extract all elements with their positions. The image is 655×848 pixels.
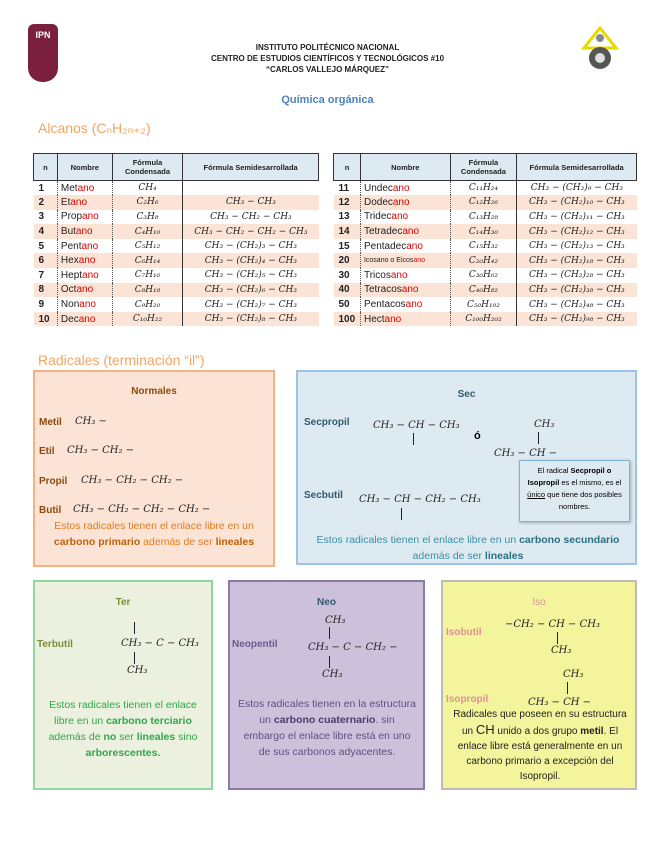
name-stem: Tetracos: [363, 284, 402, 296]
isobutil-bottom: CH₃: [551, 645, 572, 656]
n-cell: 12: [334, 195, 361, 210]
table-row: [334, 268, 637, 283]
table-header: [34, 154, 319, 181]
column-header: Fórmula Semidesarrollada: [517, 154, 637, 181]
name-cell: [57, 181, 112, 196]
column-header: Nombre: [360, 154, 450, 181]
n-cell: 20: [334, 253, 361, 268]
table-row: [34, 268, 319, 283]
name-cell: [360, 253, 450, 268]
name-cell: [57, 268, 112, 283]
semi-formula: CH₃ − (CH₂)₇ − CH₃: [204, 299, 297, 310]
semi-formula: CH₃ − (CH₂)₆ − CH₃: [183, 283, 319, 298]
name-stem: Tetradec: [363, 226, 403, 238]
table-row: [334, 224, 637, 239]
semi-formula: CH₃ − (CH₂)₁₃ − CH₃: [528, 241, 625, 252]
name-stem: Met: [60, 182, 78, 194]
name-cell: [57, 239, 112, 254]
name-suffix: ano: [405, 299, 423, 311]
name-cell: [57, 297, 112, 312]
name-cell: [360, 283, 450, 298]
name-suffix: ano: [392, 182, 410, 194]
n-cell: 8: [34, 283, 58, 298]
column-header: Fórmula Semidesarrollada: [183, 154, 319, 181]
name-suffix: ano: [401, 284, 419, 296]
name-suffix: ano: [77, 182, 95, 194]
isobutil-label: Isobutil: [446, 627, 482, 638]
table-row: [334, 195, 637, 210]
table-row: [34, 312, 319, 327]
isopropil-alt-top: CH₃: [534, 419, 555, 430]
name-stem: Dec: [60, 313, 79, 325]
name-suffix: ano: [392, 196, 410, 208]
ter-box: [33, 580, 213, 790]
name-cell: [57, 224, 112, 239]
n-cell: 13: [334, 210, 361, 225]
n-cell: 100: [334, 312, 361, 327]
name-suffix: ano: [82, 211, 99, 223]
semi-formula: CH₃ − (CH₂)₃₈ − CH₃: [517, 283, 637, 298]
n-cell: 40: [334, 283, 361, 298]
ipn-logo-text: IPN: [35, 30, 51, 40]
isopropil-top: CH₃: [563, 669, 584, 680]
neopentil-top: CH₃: [325, 615, 346, 626]
table-row: [334, 312, 637, 327]
sec-note: El radical Secpropil o Isopropil es el mismo, es el único que tiene dos posibles nombres.: [519, 460, 630, 522]
column-header: Nombre: [57, 154, 112, 181]
institution-name: INSTITUTO POLITÉCNICO NACIONAL: [255, 43, 400, 52]
n-cell: 30: [334, 268, 361, 283]
table-row: [34, 297, 319, 312]
name-cell: [360, 224, 450, 239]
normales-box: [33, 370, 275, 567]
secpropil-label: Secpropil: [304, 417, 350, 428]
isopropil-formula: CH₃ − CH −: [528, 697, 592, 708]
name-suffix: ano: [82, 269, 99, 281]
name-suffix: ano: [390, 269, 408, 281]
name-stem: Undec: [363, 182, 393, 194]
column-header: n: [334, 154, 361, 181]
iso-description: Radicales que poseen en su estructura un CH unido a dos grupo metil. El enlace libre está generalmente en un carbono primario a excepción del Isopropil.: [453, 709, 627, 782]
metil-label: Metil: [39, 417, 62, 428]
condensed-formula: C₁₃H₂₈: [450, 210, 517, 225]
condensed-formula: C₂H₆: [112, 195, 183, 210]
semi-formula: CH₃ − (CH₂)₁₁ − CH₃: [528, 211, 625, 222]
semi-formula: CH₃ − (CH₂)₅ − CH₃: [204, 270, 297, 281]
table-row: [334, 283, 637, 298]
condensed-formula: C₅H₁₂: [112, 239, 183, 254]
terbutil-label: Terbutil: [37, 639, 73, 650]
n-cell: 11: [334, 181, 361, 196]
isopropil-label: Isopropil: [446, 694, 489, 705]
name-stem: Et: [60, 196, 71, 208]
table-row: [34, 253, 319, 268]
n-cell: 2: [34, 195, 58, 210]
neopentil-label: Neopentil: [232, 639, 278, 650]
n-cell: 4: [34, 224, 58, 239]
sec-box: [296, 370, 637, 565]
name-stem: Prop: [60, 211, 83, 223]
n-cell: 14: [334, 224, 361, 239]
table-row: [34, 195, 319, 210]
neo-title: Neo: [317, 597, 336, 608]
name-suffix: ano: [78, 255, 96, 267]
name-stem: Icosano o Eicos: [363, 257, 414, 265]
name-cell: [360, 239, 450, 254]
alcanos-title: Alcanos (CₙH₂ₙ₊₂): [38, 120, 151, 136]
name-cell: [360, 312, 450, 327]
name-cell: [360, 195, 450, 210]
semi-formula: CH₃ − CH₂ − CH₃: [210, 211, 292, 222]
condensed-formula: C₉H₂₀: [112, 297, 183, 312]
normales-title: Normales: [131, 386, 177, 397]
condensed-formula: C₆H₁₄: [112, 253, 183, 268]
condensed-formula: C₄H₁₀: [112, 224, 183, 239]
condensed-formula: C₁₀H₂₂: [112, 312, 183, 327]
name-cell: [57, 210, 112, 225]
propil-label: Propil: [39, 476, 68, 487]
iso-box: [441, 580, 637, 790]
name-stem: Tridec: [363, 211, 392, 223]
alcanos-table-left: [33, 153, 319, 326]
etil-label: Etil: [39, 446, 55, 457]
semi-formula: CH₃ − (CH₂)₃ − CH₃: [204, 241, 297, 252]
name-cell: [57, 253, 112, 268]
column-header: Fórmula Condensada: [450, 154, 517, 181]
name-suffix: ano: [402, 226, 420, 238]
condensed-formula: C₇H₁₆: [112, 268, 183, 283]
name-stem: Tricos: [363, 269, 391, 281]
condensed-formula: C₁₁H₂₄: [450, 181, 517, 196]
semi-formula: [183, 181, 319, 196]
school-name: CENTRO DE ESTUDIOS CIENTÍFICOS Y TECNOLÓGICOS #10: [210, 54, 445, 63]
name-stem: Pent: [60, 240, 82, 252]
name-suffix: ano: [70, 196, 88, 208]
semi-formula: CH₃ − (CH₂)₂₈ − CH₃: [528, 270, 625, 281]
terbutil-formula: CH₃ − C − CH₃: [121, 638, 199, 649]
condensed-formula: C₈H₁₈: [112, 283, 183, 298]
normales-description: Estos radicales tienen el enlace libre en un carbono primario además de ser lineales: [53, 520, 255, 548]
isobutil-formula: −CH₂ − CH − CH₃: [505, 619, 600, 630]
semi-formula: CH₃ − (CH₂)₉₈ − CH₃: [517, 312, 637, 327]
propil-formula: CH₃ − CH₂ − CH₂ −: [81, 475, 184, 486]
name-cell: [57, 195, 112, 210]
neo-box: [228, 580, 425, 790]
n-cell: 15: [334, 239, 361, 254]
name-stem: Pentadec: [363, 240, 407, 252]
table-row: [34, 239, 319, 254]
column-header: Fórmula Condensada: [112, 154, 183, 181]
butil-formula: CH₃ − CH₂ − CH₂ − CH₂ −: [73, 504, 211, 515]
n-cell: 1: [34, 181, 58, 196]
secbutil-label: Secbutil: [304, 490, 343, 501]
sec-title: Sec: [457, 389, 476, 400]
name-stem: Hex: [60, 255, 79, 267]
n-cell: 3: [34, 210, 58, 225]
name-cell: [360, 297, 450, 312]
table-row: [34, 283, 319, 298]
table-row: [34, 224, 319, 239]
name-suffix: ano: [384, 313, 402, 325]
name-suffix: ano: [75, 226, 93, 238]
table-row: [334, 210, 637, 225]
n-cell: 9: [34, 297, 58, 312]
condensed-formula: C₁₄H₃₀: [450, 224, 517, 239]
semi-formula: CH₃ − (CH₂)₈ − CH₃: [183, 312, 319, 327]
name-suffix: ano: [79, 299, 96, 311]
semi-formula: CH₃ − (CH₂)₁₈ − CH₃: [517, 253, 637, 268]
or-text: ó: [474, 430, 481, 442]
radicales-title: Radicales (terminación “il”): [38, 352, 205, 368]
condensed-formula: C₃H₈: [112, 210, 183, 225]
neopentil-formula: CH₃ − C − CH₂ −: [308, 642, 398, 653]
table-row: [334, 181, 637, 196]
name-suffix: ano: [78, 313, 96, 325]
table-row: [334, 297, 637, 312]
name-suffix: ano: [406, 240, 423, 252]
semi-formula: CH₃ − (CH₂)₄ − CH₃: [183, 253, 319, 268]
column-header: n: [34, 154, 58, 181]
n-cell: 10: [34, 312, 58, 327]
condensed-formula: C₅₀H₁₀₂: [450, 297, 517, 312]
n-cell: 5: [34, 239, 58, 254]
n-cell: 6: [34, 253, 58, 268]
name-cell: [57, 283, 112, 298]
table-row: [34, 181, 319, 196]
iso-title: Iso: [532, 597, 546, 608]
semi-formula: CH₃ − CH₃: [183, 195, 319, 210]
name-cell: [360, 210, 450, 225]
name-suffix: ano: [76, 284, 94, 296]
name-cell: [57, 312, 112, 327]
semi-formula: CH₃ − CH₂ − CH₂ − CH₃: [183, 224, 319, 239]
condensed-formula: C₁₅H₃₂: [450, 239, 517, 254]
name-suffix: ano: [413, 257, 426, 265]
n-cell: 7: [34, 268, 58, 283]
name-stem: Hect: [363, 313, 385, 325]
neopentil-bottom: CH₃: [322, 669, 343, 680]
condensed-formula: C₃₀H₆₂: [450, 268, 517, 283]
name-stem: Hept: [60, 269, 83, 281]
condensed-formula: C₂₀H₄₂: [450, 253, 517, 268]
subject-title: Química orgánica: [281, 94, 374, 106]
alcanos-table-right: [333, 153, 637, 326]
table-header: [334, 154, 637, 181]
n-cell: 50: [334, 297, 361, 312]
semi-formula: CH₃ − (CH₂)₉ − CH₃: [530, 183, 623, 194]
neo-description: Estos radicales tienen en la estructura un carbono cuaternario. sin embargo el enlace libre está en uno de sus carbonos adyacentes.: [238, 698, 417, 758]
table-row: [334, 253, 637, 268]
name-suffix: ano: [391, 211, 409, 223]
ter-title: Ter: [115, 597, 131, 608]
name-suffix: ano: [81, 240, 99, 252]
condensed-formula: C₄₀H₈₂: [450, 283, 517, 298]
semi-formula: CH₃ − (CH₂)₁₀ − CH₃: [517, 195, 637, 210]
table-row: [334, 239, 637, 254]
secpropil-formula: CH₃ − CH − CH₃: [373, 420, 460, 431]
semi-formula: CH₃ − (CH₂)₁₂ − CH₃: [517, 224, 637, 239]
sec-description: Estos radicales tienen el enlace libre en un carbono secundario además de ser lineales: [316, 534, 620, 562]
metil-formula: CH₃ −: [75, 416, 107, 427]
condensed-formula: CH₄: [112, 181, 183, 196]
etil-formula: CH₃ − CH₂ −: [67, 445, 135, 456]
name-stem: Oct: [60, 284, 77, 296]
name-stem: But: [60, 226, 76, 238]
butil-label: Butil: [39, 505, 62, 516]
name-stem: Dodec: [363, 196, 393, 208]
table-row: [34, 210, 319, 225]
isopropil-alt-formula: CH₃ − CH −: [494, 448, 558, 459]
name-cell: [360, 181, 450, 196]
condensed-formula: C₁₀₀H₂₀₂: [450, 312, 517, 327]
secbutil-formula: CH₃ − CH − CH₂ − CH₃: [359, 494, 481, 505]
name-stem: Non: [60, 299, 80, 311]
terbutil-bottom: CH₃: [127, 665, 148, 676]
name-cell: [360, 268, 450, 283]
school-subtitle: “CARLOS VALLEJO MÁRQUEZ”: [266, 65, 389, 74]
condensed-formula: C₁₂H₂₆: [450, 195, 517, 210]
ter-description: Estos radicales tienen el enlace libre en un carbono terciario además de no ser lineales sino arborescentes.: [48, 699, 198, 759]
name-stem: Pentacos: [363, 299, 406, 311]
semi-formula: CH₃ − (CH₂)₄₈ − CH₃: [528, 299, 625, 310]
